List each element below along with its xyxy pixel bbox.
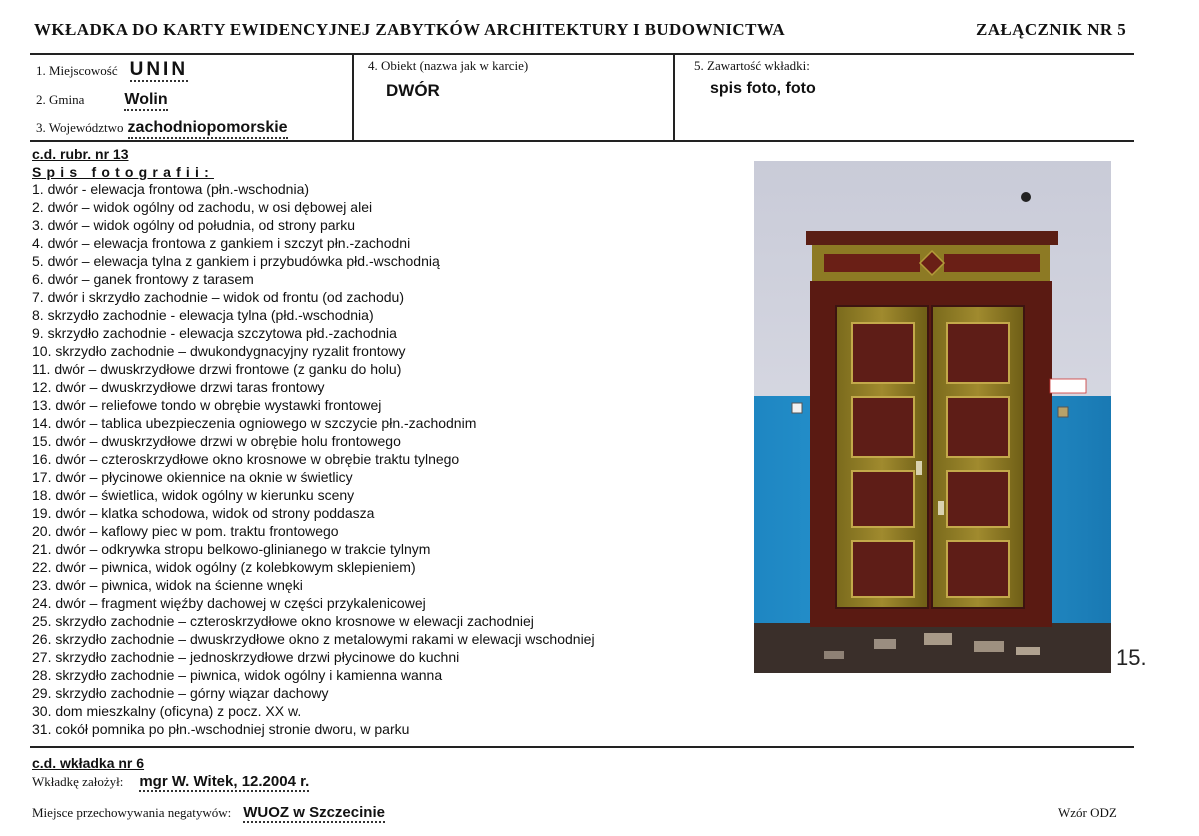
photo-list-item: 15. dwór – dwuskrzydłowe drzwi w obrębie holu frontowego [32, 433, 401, 449]
photo-list-item: 31. cokół pomnika po płn.-wschodniej stronie dworu, w parku [32, 721, 410, 737]
storage-label: Miejsce przechowywania negatywów: [32, 805, 232, 820]
photo-debris [1016, 647, 1040, 655]
storage-field [32, 805, 385, 823]
photo-list-title: Spis fotografii: [32, 164, 214, 180]
photo-list-item: 12. dwór – dwuskrzydłowe drzwi taras frontowy [32, 379, 325, 395]
miejscowosc-label: 1. Miejscowość [36, 63, 118, 78]
miejscowosc-value: UNIN [129, 59, 189, 80]
photo-list-item: 23. dwór – piwnica, widok na ścienne wnęki [32, 577, 303, 593]
photo-panel [947, 397, 1009, 457]
photo-panel [852, 323, 914, 383]
photo-list-item: 9. skrzydło zachodnie - elewacja szczytowa płd.-zachodnia [32, 325, 397, 341]
photo-list-item: 5. dwór – elewacja tylna z gankiem i przybudówka płd.-wschodnią [32, 253, 440, 269]
object-label: 4. Obiekt (nazwa jak w karcie) [368, 58, 529, 73]
photo-door-handle [916, 461, 922, 475]
photo-list-item: 14. dwór – tablica ubezpieczenia ogniowego w szczycie płn.-zachodnim [32, 415, 477, 431]
photo-debris [824, 651, 844, 659]
object-value: DWÓR [386, 81, 440, 100]
form-title: WKŁADKA DO KARTY EWIDENCYJNEJ ZABYTKÓW ARCHITEKTURY I BUDOWNICTWA [34, 20, 786, 39]
photo-list-item: 3. dwór – widok ogólny od południa, od strony parku [32, 217, 355, 233]
photo-panel [947, 471, 1009, 527]
photo-list-item: 19. dwór – klatka schodowa, widok od strony poddasza [32, 505, 375, 521]
storage-value: WUOZ w Szczecinie [243, 804, 385, 821]
photo-debris [924, 633, 952, 645]
continuation-label: c.d. rubr. nr 13 [32, 146, 129, 162]
footer-rule [30, 746, 1134, 748]
header-col-divider-1 [352, 53, 354, 142]
photo-list-item: 26. skrzydło zachodnie – dwuskrzydłowe okno z metalowymi rakami w elewacji wschodniej [32, 631, 595, 647]
photo-panel [947, 323, 1009, 383]
wojewodztwo-value: zachodniopomorskie [128, 120, 288, 139]
photo-wall-switch [792, 403, 802, 413]
photo-list-item: 25. skrzydło zachodnie – czteroskrzydłowe okno krosnowe w elewacji zachodniej [32, 613, 534, 629]
photo-list-item: 24. dwór – fragment więźby dachowej w części przykalenicowej [32, 595, 426, 611]
photo-wall-lamp [1021, 192, 1031, 202]
photo-list-item: 18. dwór – świetlica, widok ogólny w kierunku sceny [32, 487, 355, 503]
author-label: Wkładkę założył: [32, 774, 124, 789]
photo-lintel-panel-right [944, 254, 1040, 272]
photo-list-item: 1. dwór - elewacja frontowa (płn.-wschodnia) [32, 181, 310, 197]
contents-value: spis foto, foto [710, 80, 816, 97]
template-label: Wzór ODZ [1058, 805, 1117, 820]
photo-panel [852, 471, 914, 527]
photo-list-item: 27. skrzydło zachodnie – jednoskrzydłowe drzwi płycinowe do kuchni [32, 649, 460, 665]
top-rule [30, 53, 1134, 55]
photo-panel [852, 541, 914, 597]
photo-floor [754, 623, 1111, 673]
photo-list-item: 29. skrzydło zachodnie – górny wiązar dachowy [32, 685, 329, 701]
photo-list-item: 22. dwór – piwnica, widok ogólny (z kolebkowym sklepieniem) [32, 559, 416, 575]
photo-list-item: 11. dwór – dwuskrzydłowe drzwi frontowe (z ganku do holu) [32, 361, 402, 377]
gmina-label: 2. Gmina [36, 92, 85, 107]
author-value: mgr W. Witek, 12.2004 r. [139, 773, 310, 790]
header-box-bottom-rule [30, 140, 1134, 142]
wojewodztwo-label: 3. Województwo [36, 120, 124, 135]
photo-list-item: 30. dom mieszkalny (oficyna) z pocz. XX w. [32, 703, 302, 719]
wojewodztwo-field [36, 120, 288, 139]
photo-list-item: 8. skrzydło zachodnie - elewacja tylna (płd.-wschodnia) [32, 307, 374, 323]
photo-list-item: 28. skrzydło zachodnie – piwnica, widok ogólny i kamienna wanna [32, 667, 443, 683]
photo-debris [874, 639, 896, 649]
miejscowosc-field [36, 60, 188, 82]
photo-panel [852, 397, 914, 457]
photo-list-item: 10. skrzydło zachodnie – dwukondygnacyjny ryzalit frontowy [32, 343, 406, 359]
photo-lintel-panel-left [824, 254, 920, 272]
gmina-field [36, 92, 168, 111]
photo-list-item: 4. dwór – elewacja frontowa z gankiem i szczyt płn.-zachodni [32, 235, 411, 251]
photo-wall-socket [1058, 407, 1068, 417]
photo-list-item: 16. dwór – czteroskrzydłowe okno krosnowe w obrębie traktu tylnego [32, 451, 460, 467]
photo-cornice [806, 231, 1058, 245]
photo-door-handle [938, 501, 944, 515]
author-field [32, 774, 309, 792]
photo-list-item: 6. dwór – ganek frontowy z tarasem [32, 271, 254, 287]
gmina-value: Wolin [124, 92, 167, 111]
door-photo [754, 161, 1111, 673]
photo-list-item: 13. dwór – reliefowe tondo w obrębie wystawki frontowej [32, 397, 382, 413]
contents-label: 5. Zawartość wkładki: [694, 58, 810, 73]
photo-list-item: 17. dwór – płycinowe okiennice na oknie w świetlicy [32, 469, 353, 485]
photo-list [32, 180, 595, 738]
photo-list-item: 21. dwór – odkrywka stropu belkowo-glinianego w trakcie tylnym [32, 541, 431, 557]
header-col-divider-2 [673, 53, 675, 142]
annex-number: ZAŁĄCZNIK NR 5 [976, 20, 1127, 39]
photo-wall-sign [1050, 379, 1086, 393]
photo-number: 15. [1116, 645, 1147, 670]
photo-list-item: 20. dwór – kaflowy piec w pom. traktu frontowego [32, 523, 339, 539]
photo-list-item: 7. dwór i skrzydło zachodnie – widok od frontu (od zachodu) [32, 289, 404, 305]
photo-list-item: 2. dwór – widok ogólny od zachodu, w osi dębowej alei [32, 199, 373, 215]
photo-debris [974, 641, 1004, 652]
bottom-continuation: c.d. wkładka nr 6 [32, 755, 145, 771]
photo-panel [947, 541, 1009, 597]
